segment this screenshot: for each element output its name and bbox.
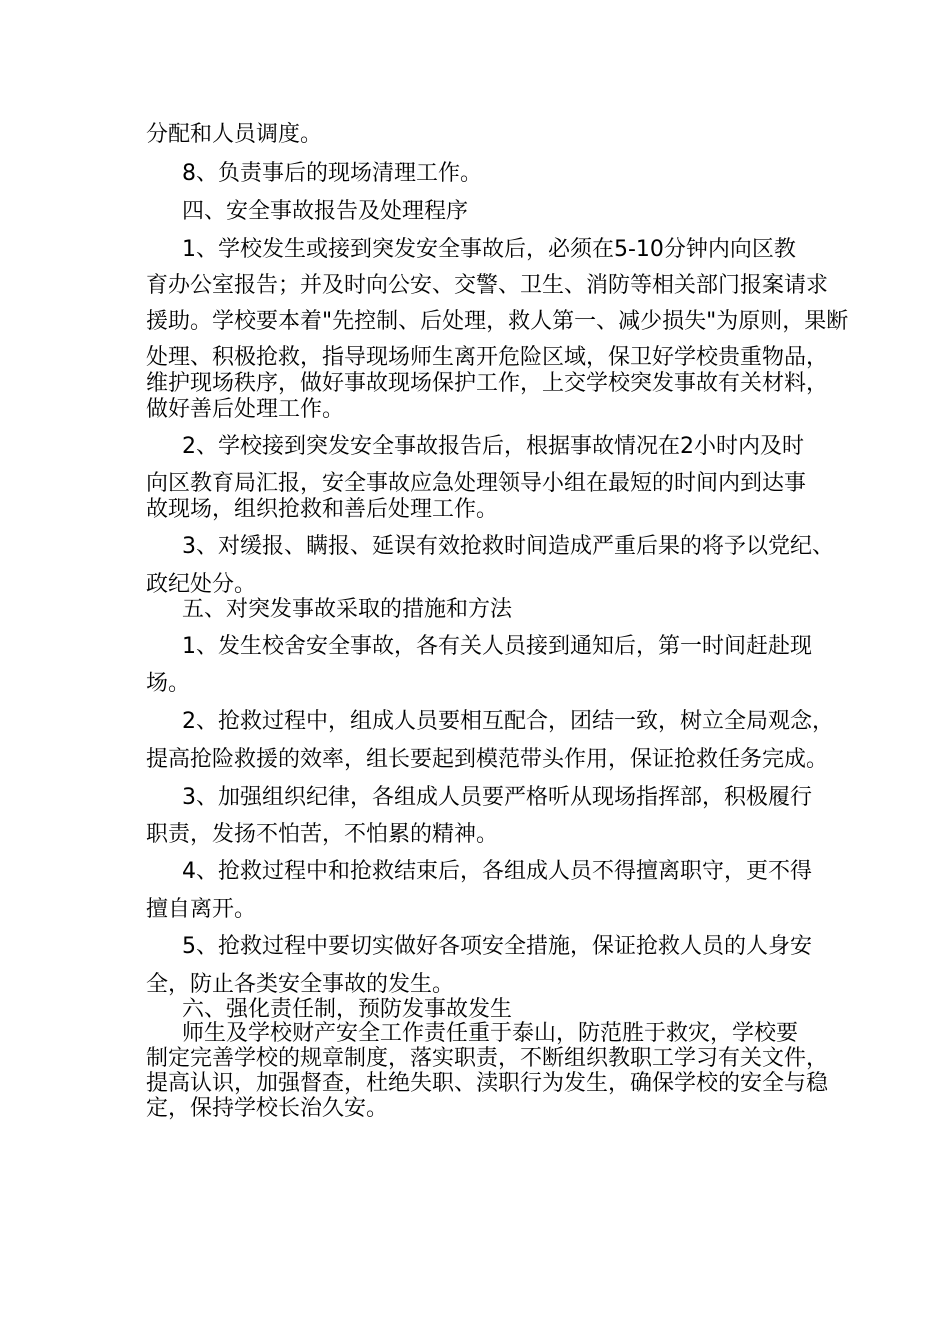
text-line: 维护现场秩序，做好事故现场保护工作，上交学校突发事故有关材料， <box>146 371 829 396</box>
text-line: 援助。学校要本着"先控制、后处理，救人第一、减少损失"为原则，果断 <box>146 309 849 334</box>
section-heading: 六、强化责任制，预防发事故发生 <box>182 997 513 1022</box>
text-line: 制定完善学校的规章制度，落实职责，不断组织教职工学习有关文件， <box>146 1046 829 1071</box>
text-line: 8、负责事后的现场清理工作。 <box>182 161 482 186</box>
text-line: 3、加强组织纪律，各组成人员要严格听从现场指挥部，积极履行 <box>182 785 812 810</box>
text-line: 全，防止各类安全事故的发生。 <box>146 972 455 997</box>
text-line: 故现场，组织抢救和善后处理工作。 <box>146 497 499 522</box>
text-line: 提高抢险救援的效率，组长要起到模范带头作用，保证抢救任务完成。 <box>146 747 829 772</box>
text-line: 4、抢救过程中和抢救结束后，各组成人员不得擅离职守，更不得 <box>182 859 812 884</box>
text-line: 2、学校接到突发安全事故报告后，根据事故情况在2小时内及时 <box>182 434 804 459</box>
section-heading: 四、安全事故报告及处理程序 <box>182 199 469 224</box>
text-line: 3、对缓报、瞒报、延误有效抢救时间造成严重后果的将予以党纪、 <box>182 534 834 559</box>
text-line: 1、发生校舍安全事故，各有关人员接到通知后，第一时间赶赴现 <box>182 634 812 659</box>
text-line: 1、学校发生或接到突发安全事故后，必须在5-10分钟内向区教 <box>182 237 796 262</box>
text-line: 师生及学校财产安全工作责任重于泰山，防范胜于救灾，学校要 <box>182 1021 799 1046</box>
text-line: 政纪处分。 <box>146 572 257 597</box>
text-line: 育办公室报告；并及时向公安、交警、卫生、消防等相关部门报案请求 <box>146 273 829 298</box>
text-line: 处理、积极抢救，指导现场师生离开危险区域，保卫好学校贵重物品， <box>146 345 829 370</box>
text-line: 做好善后处理工作。 <box>146 397 345 422</box>
text-line: 职责，发扬不怕苦，不怕累的精神。 <box>146 822 499 847</box>
text-line: 提高认识，加强督查，杜绝失职、渎职行为发生，确保学校的安全与稳 <box>146 1071 829 1096</box>
section-heading: 五、对突发事故采取的措施和方法 <box>182 597 513 622</box>
text-line: 擅自离开。 <box>146 897 257 922</box>
text-line: 向区教育局汇报，安全事故应急处理领导小组在最短的时间内到达事 <box>146 471 807 496</box>
text-line: 分配和人员调度。 <box>146 122 323 147</box>
text-line: 2、抢救过程中，组成人员要相互配合，团结一致，树立全局观念， <box>182 709 834 734</box>
text-line: 场。 <box>146 671 191 696</box>
text-line: 5、抢救过程中要切实做好各项安全措施，保证抢救人员的人身安 <box>182 934 812 959</box>
text-line: 定，保持学校长治久安。 <box>146 1096 389 1121</box>
